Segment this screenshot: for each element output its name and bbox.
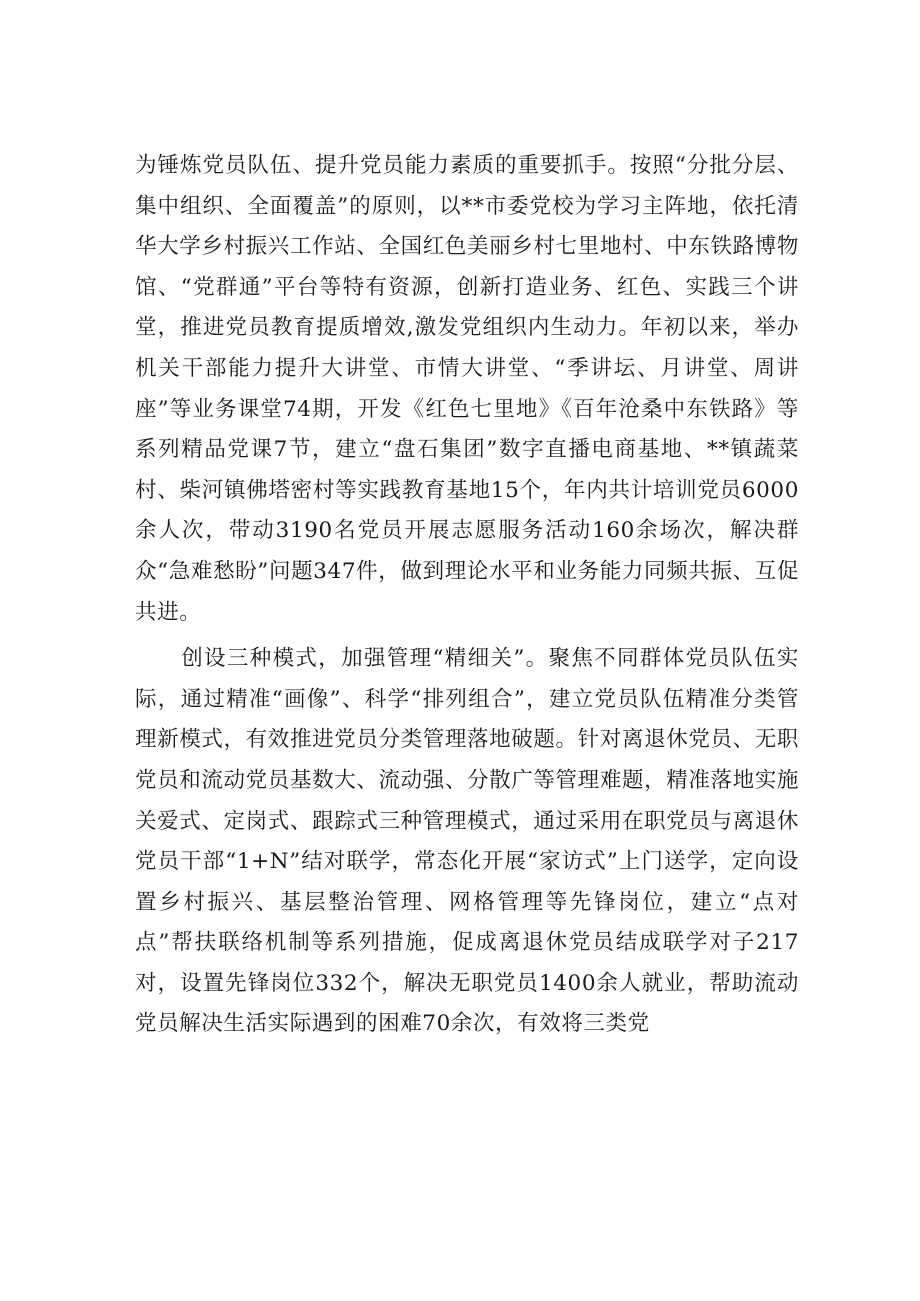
- paragraph-party-education: 为锤炼党员队伍、提升党员能力素质的重要抓手。按照“分批分层、集中组织、全面覆盖”的原则，以**市委党校为学习主阵地，依托清华大学乡村振兴工作站、全国红色美丽乡村七里地村、中东铁路博物馆、“党群通”平台等特有资源，创新打造业务、红色、实践三个讲堂，推进党员教育提质增效,激发党组织内生动力。年初以来，举办机关干部能力提升大讲堂、市情大讲堂、“季讲坛、月讲堂、周讲座”等业务课堂74期，开发《红色七里地》《百年沧桑中东铁路》等系列精品党课7节，建立“盘石集团”数字直播电商基地、**镇蔬菜村、柴河镇佛塔密村等实践教育基地15个，年内共计培训党员6000余人次，带动3190名党员开展志愿服务活动160余场次，解决群众“急难愁盼”问题347件，做到理论水平和业务能力同频共振、互促共进。: [135, 153, 799, 625]
- document-body: [135, 146, 799, 1045]
- paragraph-three-management-modes: 创设三种模式，加强管理“精细关”。聚焦不同群体党员队伍实际，通过精准“画像”、科学“排列组合”，建立党员队伍精准分类管理新模式，有效推进党员分类管理落地破题。针对离退休党员、无职党员和流动党员基数大、流动强、分散广等管理难题，精准落地实施关爱式、定岗式、跟踪式三种管理模式，通过采用在职党员与离退休党员干部“1+N”结对联学，常态化开展“家访式”上门送学，定向设置乡村振兴、基层整治管理、网格管理等先锋岗位，建立“点对点”帮扶联络机制等系列措施，促成离退休党员结成联学对子217对，设置先锋岗位332个，解决无职党员1400余人就业，帮助流动党员解决生活实际遇到的困难70余次，有效将三类党: [135, 646, 799, 1037]
